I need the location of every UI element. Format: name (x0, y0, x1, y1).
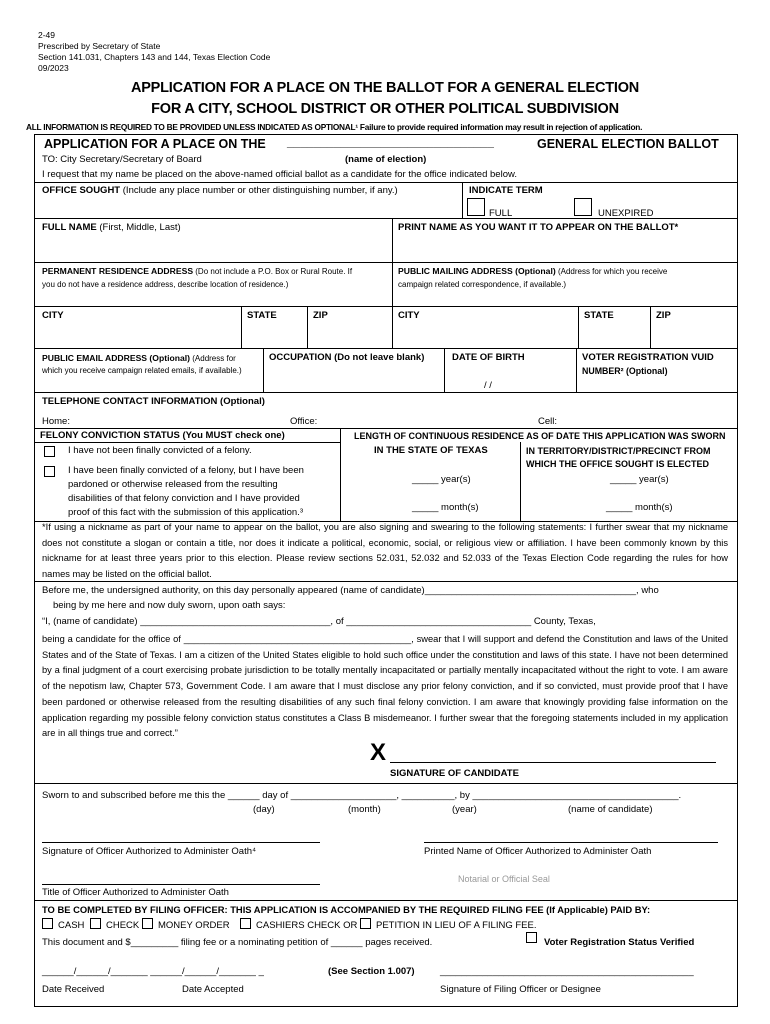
dob-slashes: / / (484, 380, 492, 391)
month-label: (month) (348, 804, 381, 815)
nickname-statement: *If using a nickname as part of your name to appear on the ballot, you are also signing and swearing to the following statements: I further swear that my nickname does not constitute a slogan or contain a title, nor does it indicate a political, economic, social, or religious view or affiliation. I have been commonly known by this nickname for at least three years prior to this election. Please review sections 52.031, 52.032 and 52.033 of the Texas Election Code regarding the rules for how names may be listed on the official ballot. (42, 522, 728, 580)
mailing-address-note: campaign related correspondence, if available.) (398, 280, 567, 289)
sworn-line: Sworn to and subscribed before me this the ______ day of ____________________, __________, by _______________________________________. (42, 790, 682, 801)
voter-registration-label: Voter Registration Status Verified (544, 937, 695, 948)
occupation-label: OCCUPATION (Do not leave blank) (269, 352, 425, 363)
officer-printed-name-label: Printed Name of Officer Authorized to Administer Oath (424, 846, 652, 857)
date-received-label: Date Received (42, 984, 105, 995)
residence-length-label: LENGTH OF CONTINUOUS RESIDENCE AS OF DATE THIS APPLICATION WAS SWORN (354, 431, 726, 441)
title-line-1: APPLICATION FOR A PLACE ON THE BALLOT FOR A GENERAL ELECTION (130, 80, 640, 96)
unexpired-term-label: UNEXPIRED (598, 208, 654, 219)
mailing-city-label: CITY (398, 310, 420, 321)
prescribed-by: Prescribed by Secretary of State (38, 41, 161, 51)
territory-months-field[interactable]: _____ month(s) (606, 502, 673, 513)
officer-title-line[interactable] (42, 884, 320, 885)
felony-status-label: FELONY CONVICTION STATUS (You MUST check one) (40, 430, 285, 441)
indicate-term-label: INDICATE TERM (469, 185, 543, 196)
filing-officer-heading: TO BE COMPLETED BY FILING OFFICER: THIS APPLICATION IS ACCOMPANIED BY THE REQUIRED FILING FEE (If Applicable) PAID BY: (42, 904, 651, 915)
cashiers-check-label: CASHIERS CHECK OR (256, 920, 358, 931)
required-info-notice: ALL INFORMATION IS REQUIRED TO BE PROVIDED UNLESS INDICATED AS OPTIONAL¹ Failure to provide required information may result in rejection of application. (26, 122, 643, 132)
candidate-name-label: (name of candidate) (568, 804, 653, 815)
officer-title-label: Title of Officer Authorized to Administer Oath (42, 887, 229, 898)
see-section-note: (See Section 1.007) (328, 966, 415, 977)
texas-months-field[interactable]: _____ month(s) (412, 502, 479, 513)
territory-label-1: IN TERRITORY/DISTRICT/PRECINCT FROM (526, 446, 711, 456)
money-order-label: MONEY ORDER (158, 920, 230, 931)
territory-years-field[interactable]: _____ year(s) (610, 474, 669, 485)
convicted-line-1: I have been finally convicted of a felony, but I have been (68, 465, 304, 476)
form-date: 09/2023 (38, 63, 69, 73)
money-order-checkbox[interactable] (142, 918, 153, 929)
filing-signature-line[interactable]: ________________________________________________ (440, 966, 694, 977)
cash-label: CASH (58, 920, 85, 931)
convicted-line-3: disabilities of that felony conviction and I have provided (68, 493, 300, 504)
document-received-line: This document and $_________ filing fee or a nominating petition of ______ pages received. (42, 937, 433, 948)
date-of-birth-label: DATE OF BIRTH (452, 352, 525, 363)
signature-x-mark: X (370, 739, 387, 766)
title-line-2: FOR A CITY, SCHOOL DISTRICT OR OTHER POLITICAL SUBDIVISION (151, 101, 619, 117)
oath-line-1: Before me, the undersigned authority, on this day personally appeared (name of candidate)________________________________________, who (42, 585, 659, 596)
full-name-label: FULL NAME (First, Middle, Last) (42, 222, 181, 233)
date-fields[interactable]: ______/______/_______ ______/______/_______ _ (42, 966, 264, 977)
convicted-pardoned-checkbox[interactable] (44, 466, 55, 477)
texas-years-field[interactable]: _____ year(s) (412, 474, 471, 485)
state-label: STATE (247, 310, 277, 321)
mailing-state-label: STATE (584, 310, 614, 321)
state-of-texas-label: IN THE STATE OF TEXAS (374, 445, 488, 456)
election-name-blank[interactable]: _______________________________ (287, 135, 494, 149)
petition-checkbox[interactable] (360, 918, 371, 929)
vuid-number-label: NUMBER² (Optional) (582, 366, 668, 376)
city-label: CITY (42, 310, 64, 321)
year-label: (year) (452, 804, 477, 815)
app-heading-right: GENERAL ELECTION BALLOT (537, 137, 719, 151)
territory-label-2: WHICH THE OFFICE SOUGHT IS ELECTED (526, 459, 710, 469)
statute-section: Section 141.031, Chapters 143 and 144, Texas Election Code (38, 52, 271, 62)
notarial-seal-text: Notarial or Official Seal (458, 874, 550, 884)
date-accepted-label: Date Accepted (182, 984, 244, 995)
request-statement: I request that my name be placed on the above-named official ballot as a candidate for the office indicated below. (42, 169, 517, 180)
unexpired-term-checkbox[interactable] (574, 198, 592, 216)
office-sought-label: OFFICE SOUGHT (Include any place number or other distinguishing number, if any.) (42, 185, 398, 196)
cash-checkbox[interactable] (42, 918, 53, 929)
day-label: (day) (253, 804, 275, 815)
full-term-label: FULL (489, 208, 513, 219)
oath-line-3: “I, (name of candidate) ____________________________________, of ___________________________________ County, Texas, (42, 616, 596, 627)
voter-registration-checkbox[interactable] (526, 932, 537, 943)
officer-signature-label: Signature of Officer Authorized to Administer Oath⁴ (42, 846, 257, 857)
mailing-zip-label: ZIP (656, 310, 671, 321)
residence-address-note: you do not have a residence address, describe location of residence.) (42, 280, 289, 289)
full-term-checkbox[interactable] (467, 198, 485, 216)
officer-printed-name-line[interactable] (424, 842, 718, 843)
name-of-election-label: (name of election) (345, 154, 427, 165)
check-checkbox[interactable] (90, 918, 101, 929)
mailing-address-label: PUBLIC MAILING ADDRESS (Optional) (Address for which you receive (398, 266, 668, 276)
to-city-secretary: TO: City Secretary/Secretary of Board (42, 154, 202, 165)
petition-label: PETITION IN LIEU OF A FILING FEE. (376, 920, 537, 931)
oath-line-2: being by me here and now duly sworn, upon oath says: (53, 600, 286, 611)
app-heading-left: APPLICATION FOR A PLACE ON THE (44, 137, 266, 151)
check-label: CHECK (106, 920, 140, 931)
convicted-line-2: pardoned or otherwise released from the resulting (68, 479, 278, 490)
email-label: PUBLIC EMAIL ADDRESS (Optional) (Address for (42, 353, 236, 363)
candidate-signature-label: SIGNATURE OF CANDIDATE (390, 768, 519, 779)
form-header (38, 30, 270, 74)
email-note: which you receive campaign related emails, if available.) (42, 366, 242, 375)
officer-signature-line[interactable] (42, 842, 320, 843)
home-phone-label: Home: (42, 416, 70, 427)
office-phone-label: Office: (290, 416, 318, 427)
zip-label: ZIP (313, 310, 328, 321)
not-convicted-label: I have not been finally convicted of a felony. (68, 445, 252, 456)
form-number: 2-49 (38, 30, 56, 40)
candidate-signature-line[interactable] (390, 762, 716, 763)
cell-phone-label: Cell: (538, 416, 558, 427)
telephone-label: TELEPHONE CONTACT INFORMATION (Optional) (42, 396, 265, 407)
filing-officer-signature-label: Signature of Filing Officer or Designee (440, 984, 601, 995)
residence-address-label: PERMANENT RESIDENCE ADDRESS (Do not include a P.O. Box or Rural Route. If (42, 266, 353, 276)
convicted-line-4: proof of this fact with the submission of this application.³ (68, 507, 303, 518)
not-convicted-checkbox[interactable] (44, 446, 55, 457)
ballot-name-label: PRINT NAME AS YOU WANT IT TO APPEAR ON THE BALLOT* (398, 222, 679, 233)
oath-body: being a candidate for the office of ____________________________________________, swear that I will support and defend the Constitution and laws of the United States and of the State of Texas. I am a citizen of the United States eligible to hold such office under the constitution and laws of this state. I have not been determined by a final judgment of a court exercising probate jurisdiction to be totally mentally incapacitated or partially mentally incapacitated without the right to vote. I am aware of the nepotism law, Chapter 573, Government Code. I am aware that I must disclose any prior felony conviction, and if so convicted, must provide proof that I have been pardoned or otherwise released from the resulting disabilities of any such final felony conviction. I am aware that knowingly providing false information on the application regarding my possible felony conviction status constitutes a Class B misdemeanor. I further swear that the foregoing statements included in my application are in all things true and correct.” (42, 634, 728, 739)
cashiers-check-checkbox[interactable] (240, 918, 251, 929)
vuid-label: VOTER REGISTRATION VUID (582, 352, 714, 363)
